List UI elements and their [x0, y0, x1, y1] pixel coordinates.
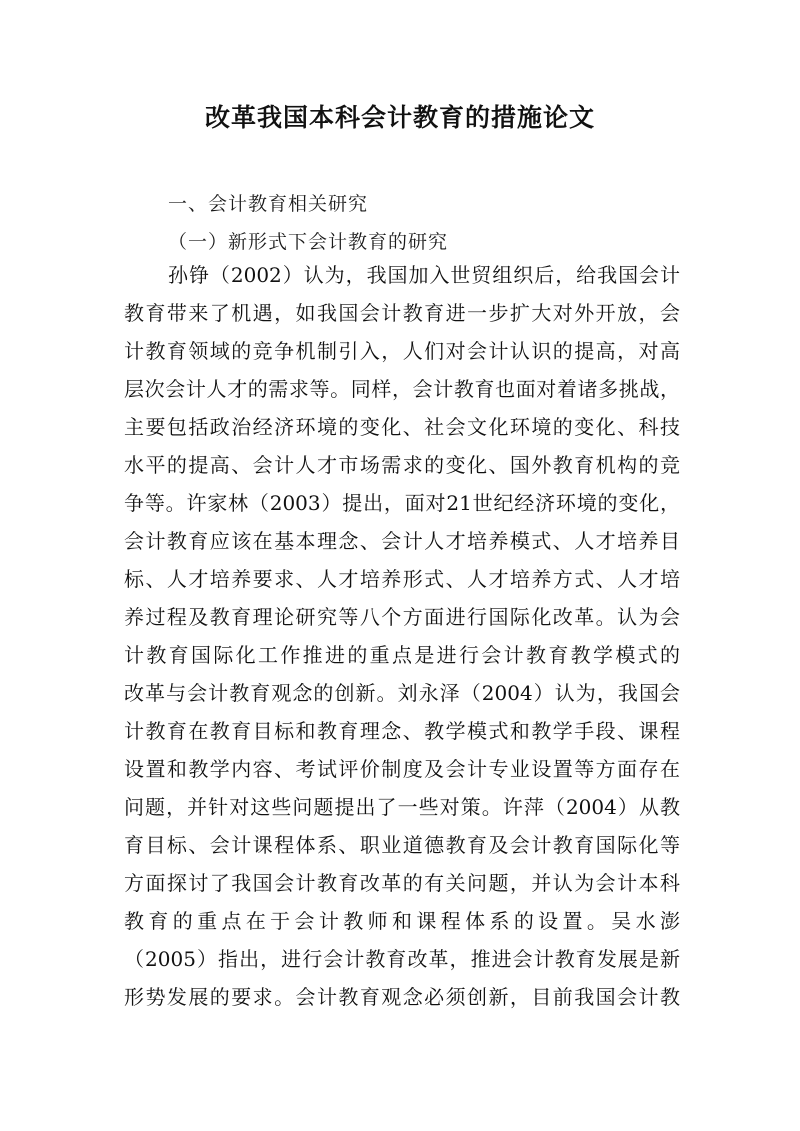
subsection-heading: （一）新形式下会计教育的研究 — [168, 231, 449, 253]
paragraph-line: 育目标、会计课程体系、职业道德教育及会计教育国际化等 — [124, 833, 680, 857]
paragraph-line: 教育带来了机遇，如我国会计教育进一步扩大对外开放，会 — [124, 301, 680, 325]
paragraph-line: 改革与会计教育观念的创新。刘永泽（2004）认为，我国会 — [124, 681, 680, 705]
paragraph-line: 孙铮（2002）认为，我国加入世贸组织后，给我国会计 — [168, 263, 680, 287]
paragraph-line: 主要包括政治经济环境的变化、社会文化环境的变化、科技 — [124, 415, 680, 439]
section-heading: 一、会计教育相关研究 — [168, 193, 369, 215]
paragraph-line: 设置和教学内容、考试评价制度及会计专业设置等方面存在 — [124, 757, 680, 781]
paragraph-line: 计教育领域的竞争机制引入，人们对会计认识的提高，对高 — [124, 339, 680, 363]
paragraph-line: （2005）指出，进行会计教育改革，推进会计教育发展是新 — [124, 947, 680, 971]
paragraph-line: 层次会计人才的需求等。同样，会计教育也面对着诸多挑战， — [124, 377, 680, 401]
paragraph-line: 争等。许家林（2003）提出，面对21世纪经济环境的变化， — [124, 491, 680, 515]
paragraph-line: 水平的提高、会计人才市场需求的变化、国外教育机构的竞 — [124, 453, 680, 477]
paragraph-line: 问题，并针对这些问题提出了一些对策。许萍（2004）从教 — [124, 795, 680, 819]
paragraph-line: 方面探讨了我国会计教育改革的有关问题，并认为会计本科 — [124, 871, 680, 895]
paragraph-line: 计教育在教育目标和教育理念、教学模式和教学手段、课程 — [124, 719, 680, 743]
document-title: 改革我国本科会计教育的措施论文 — [204, 103, 595, 132]
paragraph-line: 形势发展的要求。会计教育观念必须创新，目前我国会计教 — [124, 985, 680, 1009]
paragraph-line: 计教育国际化工作推进的重点是进行会计教育教学模式的 — [124, 643, 680, 667]
paragraph-line: 标、人才培养要求、人才培养形式、人才培养方式、人才培 — [124, 567, 680, 591]
paragraph-line: 养过程及教育理论研究等八个方面进行国际化改革。认为会 — [124, 605, 680, 629]
paragraph-line: 教育的重点在于会计教师和课程体系的设置。吴水澎 — [124, 909, 680, 933]
paragraph-line: 会计教育应该在基本理念、会计人才培养模式、人才培养目 — [124, 529, 680, 553]
